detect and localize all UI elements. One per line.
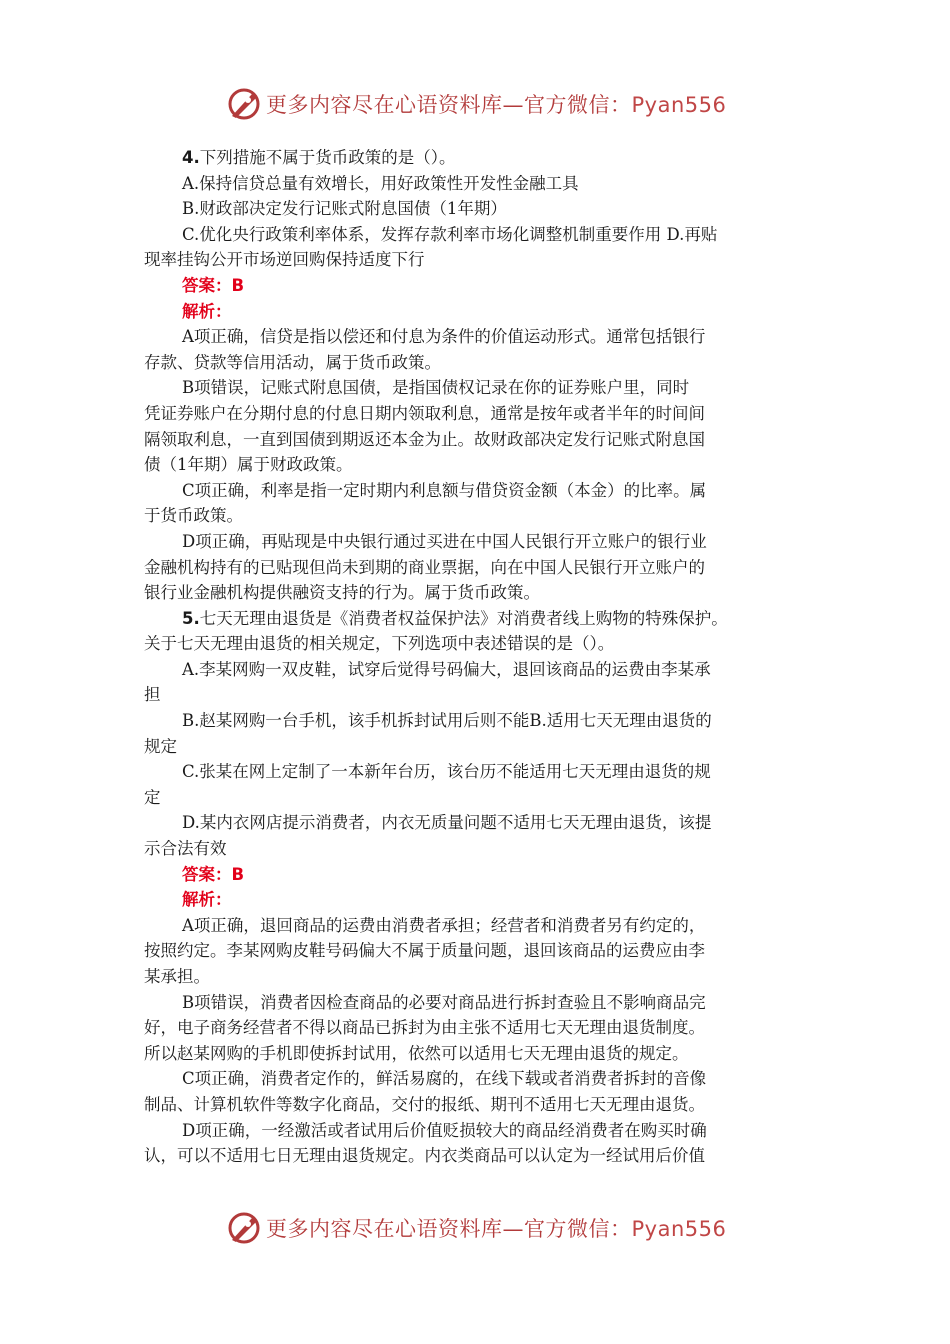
pen-logo-icon bbox=[226, 1210, 262, 1246]
q5-option-c-cont: 定 bbox=[144, 787, 161, 807]
q4-analysis-line: 金融机构持有的已贴现但尚未到期的商业票据，向在中国人民银行开立账户的 bbox=[144, 557, 705, 577]
q4-analysis-line: 存款、贷款等信用活动，属于货币政策。 bbox=[144, 352, 441, 372]
q5-option-d: D.某内衣网店提示消费者，内衣无质量问题不适用七天无理由退货，该提 bbox=[182, 813, 712, 833]
banner-text bbox=[266, 89, 726, 119]
q4-analysis-line: D项正确，再贴现是中央银行通过买进在中国人民银行开立账户的银行业 bbox=[182, 531, 707, 551]
banner-wechat: Pyan556 bbox=[631, 93, 727, 117]
footer-banner bbox=[0, 1208, 950, 1248]
q5-analysis-line: 某承担。 bbox=[144, 967, 210, 986]
q4-answer: 答案：B bbox=[182, 275, 245, 295]
question-5-stem bbox=[144, 606, 812, 632]
q5-analysis-line: D项正确，一经激活或者试用后价值贬损较大的商品经消费者在购买时确 bbox=[182, 1120, 707, 1140]
q5-analysis-line: 按照约定。李某网购皮鞋号码偏大不属于质量问题，退回该商品的运费应由李 bbox=[144, 941, 705, 961]
q5-analysis-line: 制品、计算机软件等数字化商品，交付的报纸、期刊不适用七天无理由退货。 bbox=[144, 1094, 705, 1114]
header-banner bbox=[0, 84, 950, 124]
q5-option-b-cont: 规定 bbox=[144, 736, 177, 756]
q5-analysis-line: 所以赵某网购的手机即使拆封试用，依然可以适用七天无理由退货的规定。 bbox=[144, 1043, 689, 1063]
pen-logo-icon bbox=[226, 86, 262, 122]
q5-analysis-label: 解析： bbox=[182, 890, 232, 910]
banner-wechat: Pyan556 bbox=[631, 1217, 727, 1241]
q5-option-a-cont: 担 bbox=[144, 685, 161, 705]
q4-analysis-line: C项正确，利率是指一定时期内利息额与借贷资金额（本金）的比率。属 bbox=[182, 480, 707, 500]
q5-analysis-line: 好，电子商务经营者不得以商品已拆封为由主张不适用七天无理由退货制度。 bbox=[144, 1018, 705, 1038]
q4-analysis-label: 解析： bbox=[182, 301, 232, 321]
q4-analysis-line: 银行业金融机构提供融资支持的行为。属于货币政策。 bbox=[144, 583, 540, 603]
q4-analysis-line: B项错误，记账式附息国债，是指国债权记录在你的证券账户里，同时 bbox=[182, 378, 690, 398]
q5-option-d-cont: 示合法有效 bbox=[144, 839, 227, 859]
question-number: 5. bbox=[182, 608, 200, 628]
q5-analysis-line: A项正确，退回商品的运费由消费者承担；经营者和消费者另有约定的， bbox=[182, 915, 706, 935]
question-5-stem-cont: 关于七天无理由退货的相关规定，下列选项中表述错误的是（）。 bbox=[144, 634, 615, 654]
q4-option-a: A.保持信贷总量有效增长，用好政策性开发性金融工具 bbox=[182, 173, 579, 193]
q5-analysis-line: C项正确，消费者定作的，鲜活易腐的，在线下载或者消费者拆封的音像 bbox=[182, 1069, 707, 1089]
banner-label: 更多内容尽在心语资料库—官方微信： bbox=[266, 93, 632, 117]
q4-option-b: B.财政部决定发行记账式附息国债（1年期） bbox=[182, 199, 507, 219]
q5-analysis-line: B项错误，消费者因检查商品的必要对商品进行拆封查验且不影响商品完 bbox=[182, 992, 706, 1012]
q5-analysis-line: 认，可以不适用七日无理由退货规定。内衣类商品可以认定为一经试用后价值 bbox=[144, 1146, 705, 1166]
banner-text bbox=[266, 1213, 726, 1243]
question-text: 下列措施不属于货币政策的是（）。 bbox=[199, 148, 456, 167]
q5-option-b: B.赵某网购一台手机，该手机拆封试用后则不能B.适用七天无理由退货的 bbox=[182, 711, 712, 731]
document-body bbox=[144, 145, 812, 1169]
q5-option-a: A.李某网购一双皮鞋，试穿后觉得号码偏大，退回该商品的运费由李某承 bbox=[182, 659, 711, 679]
banner-label: 更多内容尽在心语资料库—官方微信： bbox=[266, 1217, 632, 1241]
q5-answer: 答案：B bbox=[182, 864, 245, 884]
q4-analysis-line: A项正确，信贷是指以偿还和付息为条件的价值运动形式。通常包括银行 bbox=[182, 327, 706, 347]
q4-analysis-line: 于货币政策。 bbox=[144, 506, 243, 526]
q4-analysis-line: 隔领取利息，一直到国债到期返还本金为止。故财政部决定发行记账式附息国 bbox=[144, 429, 705, 449]
q4-analysis-line: 凭证券账户在分期付息的付息日期内领取利息，通常是按年或者半年的时间间 bbox=[144, 403, 705, 423]
q4-analysis-line: 债（1年期）属于财政政策。 bbox=[144, 455, 353, 475]
question-4-stem bbox=[144, 145, 812, 171]
question-text: 七天无理由退货是《消费者权益保护法》对消费者线上购物的特殊保护。 bbox=[199, 608, 728, 628]
q5-option-c: C.张某在网上定制了一本新年台历，该台历不能适用七天无理由退货的规 bbox=[182, 762, 711, 782]
q4-option-c: C.优化央行政策利率体系，发挥存款利率市场化调整机制重要作用 D.再贴 bbox=[182, 224, 718, 244]
question-number: 4. bbox=[182, 148, 200, 167]
q4-option-d: 现率挂钩公开市场逆回购保持适度下行 bbox=[144, 250, 425, 270]
